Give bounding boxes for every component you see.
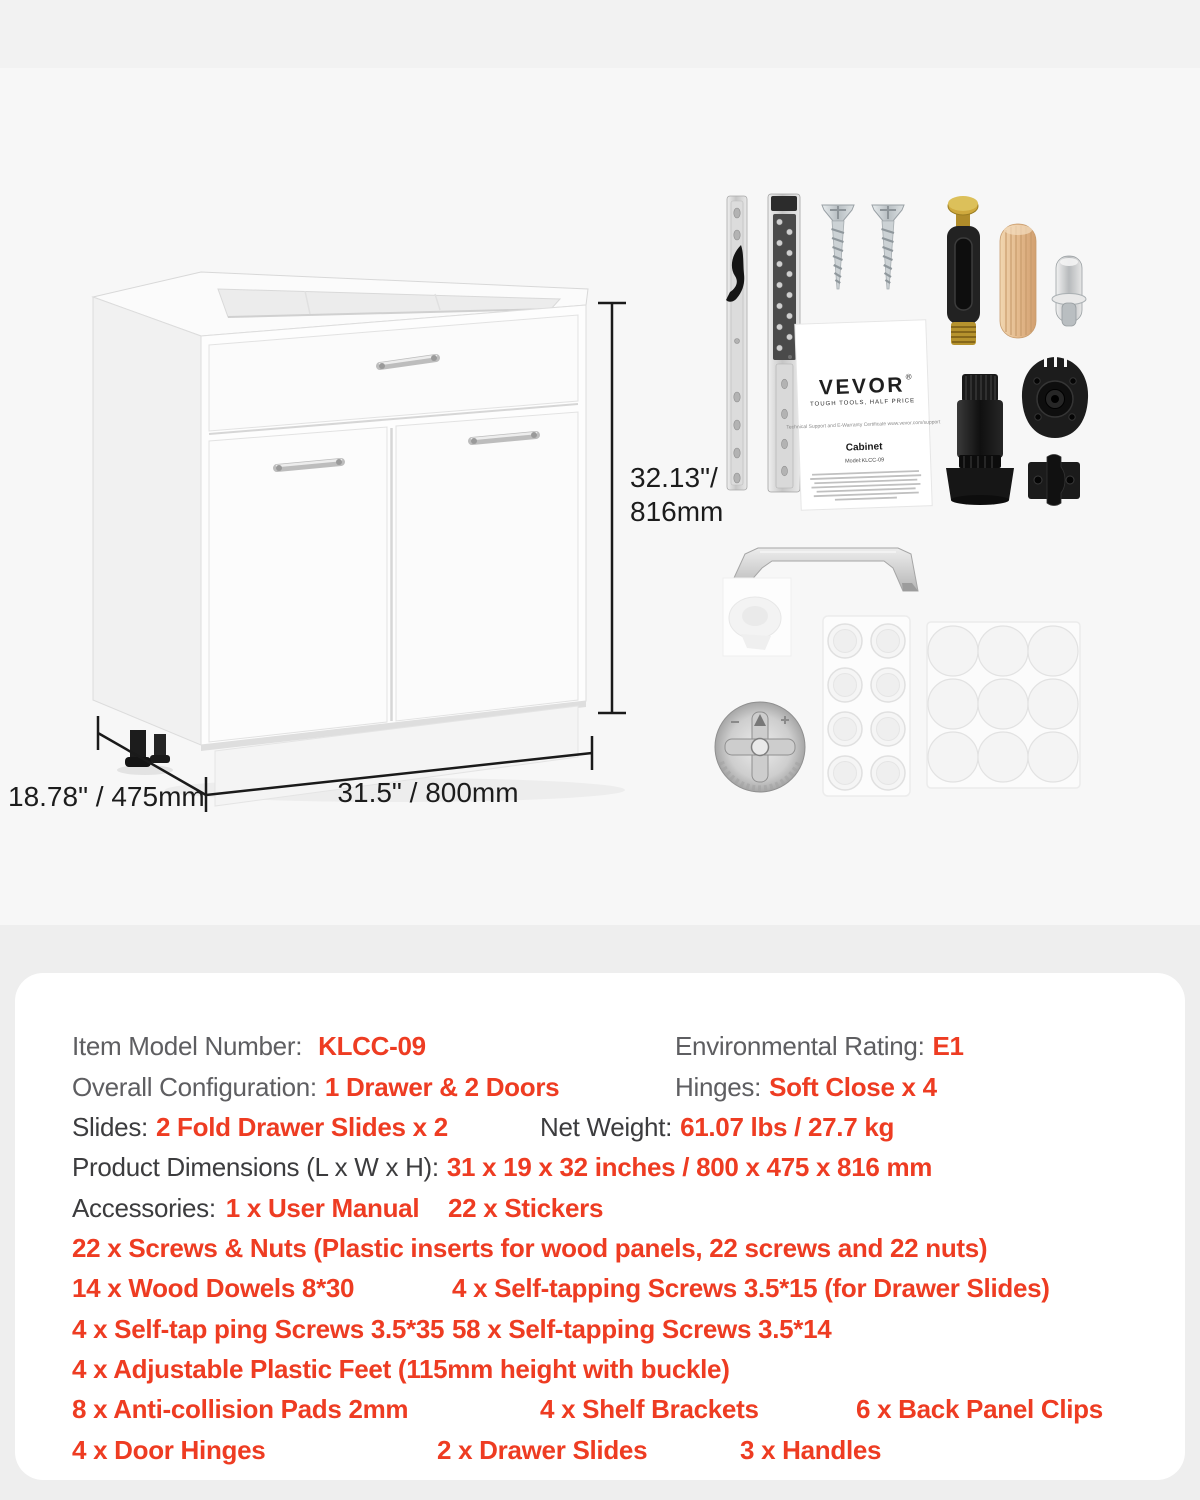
height-dimension <box>598 303 626 713</box>
depth-dimension-label: 18.78" / 475mm <box>8 781 205 812</box>
adjustable-plastic-foot <box>946 374 1014 505</box>
sticker-sheet <box>927 622 1080 788</box>
user-manual <box>783 319 944 510</box>
spec-row <box>15 1392 1185 1428</box>
spec-row <box>15 1312 1185 1348</box>
spec-row <box>15 1110 1185 1146</box>
manual-title: Cabinet <box>845 441 883 454</box>
spec-text: Environmental Rating: <box>675 1031 925 1061</box>
spec-text: E1 <box>932 1031 964 1061</box>
spec-item <box>675 1029 964 1063</box>
spec-text: 4 x Self-tap ping Screws 3.5*35 <box>72 1314 445 1344</box>
manual-tagline: TOUGH TOOLS, HALF PRICE <box>809 398 916 408</box>
manual-model: Model:KLCC-09 <box>844 457 885 465</box>
spec-text: KLCC-09 <box>318 1031 426 1061</box>
spec-text: 58 x Self-tapping Screws 3.5*14 <box>452 1314 832 1344</box>
self-tapping-screw <box>822 205 854 289</box>
spec-item <box>675 1070 937 1104</box>
manual-support-line: Technical Support and E-Warranty Certificate www.vevor.com/support <box>786 419 941 431</box>
manual-brand: VEVOR <box>818 373 906 400</box>
spec-text: Accessories: <box>72 1193 216 1223</box>
spec-text: Hinges: <box>675 1072 762 1102</box>
spec-item <box>452 1312 831 1346</box>
wood-dowel <box>1000 224 1036 338</box>
spec-row <box>15 1070 1185 1106</box>
drawer-slide-outer-rail <box>726 196 747 490</box>
spec-text: 1 Drawer & 2 Doors <box>324 1072 560 1102</box>
width-dimension-label: 31.5" / 800mm <box>337 777 519 808</box>
spec-item <box>72 1029 426 1063</box>
cabinet-left-door <box>209 427 387 742</box>
spec-text: 4 x Door Hinges <box>72 1435 266 1465</box>
back-panel-clip <box>1028 455 1080 506</box>
height-dimension-label: 816mm <box>630 496 724 527</box>
spec-text: Soft Close x 4 <box>769 1072 937 1102</box>
spec-text: 22 x Screws & Nuts (Plastic inserts for wood panels, 22 screws and 22 nuts) <box>72 1233 988 1263</box>
spec-row <box>15 1271 1185 1307</box>
spec-text: 61.07 lbs / 27.7 kg <box>680 1112 895 1142</box>
spec-text: 2 Fold Drawer Slides x 2 <box>155 1112 448 1142</box>
spec-text: 8 x Anti-collision Pads 2mm <box>72 1394 409 1424</box>
spec-item <box>540 1392 759 1426</box>
manual-reg-mark: ® <box>905 372 912 382</box>
spec-text: 2 x Drawer Slides <box>437 1435 648 1465</box>
height-dimension-label: 32.13"/ <box>630 462 718 493</box>
spec-item <box>856 1392 1103 1426</box>
spec-row <box>15 1433 1185 1469</box>
spec-item <box>72 1191 419 1225</box>
spec-item <box>72 1110 448 1144</box>
spec-text: Slides: <box>72 1112 148 1142</box>
spec-text: 1 x User Manual <box>225 1193 420 1223</box>
spec-row <box>15 1191 1185 1227</box>
spec-text: 14 x Wood Dowels 8*30 <box>72 1273 355 1303</box>
cam-lock-disc <box>715 702 805 792</box>
spec-text: 22 x Stickers <box>448 1193 604 1223</box>
spec-row <box>15 1029 1185 1065</box>
spec-item <box>72 1150 932 1184</box>
shelf-pin <box>1052 256 1086 326</box>
spec-item <box>437 1433 647 1467</box>
spec-item <box>452 1271 1050 1305</box>
spec-text: 4 x Self-tapping Screws 3.5*15 (for Drawer Slides) <box>452 1273 1050 1303</box>
spec-text: 31 x 19 x 32 inches / 800 x 475 x 816 mm <box>446 1152 933 1182</box>
spec-text: 4 x Adjustable Plastic Feet (115mm height with buckle) <box>72 1354 730 1384</box>
cam-cover-sticker <box>723 578 791 656</box>
spec-item <box>740 1433 881 1467</box>
spec-text: 4 x Shelf Brackets <box>540 1394 759 1424</box>
spec-row <box>15 1231 1185 1267</box>
spec-item <box>540 1110 894 1144</box>
spec-card <box>15 973 1185 1480</box>
spec-item <box>72 1392 408 1426</box>
cabinet-right-door <box>396 412 578 721</box>
cabinet-rendering <box>93 272 625 806</box>
spec-text: 6 x Back Panel Clips <box>856 1394 1103 1424</box>
spec-item <box>448 1191 603 1225</box>
spec-row <box>15 1352 1185 1388</box>
cam-bolt <box>947 196 980 345</box>
self-tapping-screw <box>872 205 904 289</box>
foot-mounting-plate <box>1022 356 1088 438</box>
spec-text: Product Dimensions (L x W x H): <box>72 1152 439 1182</box>
spec-item <box>72 1231 987 1265</box>
spec-text: Net Weight: <box>540 1112 673 1142</box>
cabinet-side-panel <box>93 297 201 745</box>
spec-item <box>72 1070 559 1104</box>
spec-text: Overall Configuration: <box>72 1072 317 1102</box>
spec-item <box>72 1312 444 1346</box>
spec-text: 3 x Handles <box>740 1435 882 1465</box>
spec-text: Item Model Number: <box>72 1031 303 1061</box>
anti-collision-pads-sheet <box>823 616 910 796</box>
spec-row <box>15 1150 1185 1186</box>
spec-item <box>72 1433 265 1467</box>
spec-item <box>72 1352 730 1386</box>
cabinet-feet <box>117 730 173 775</box>
spec-item <box>72 1271 354 1305</box>
